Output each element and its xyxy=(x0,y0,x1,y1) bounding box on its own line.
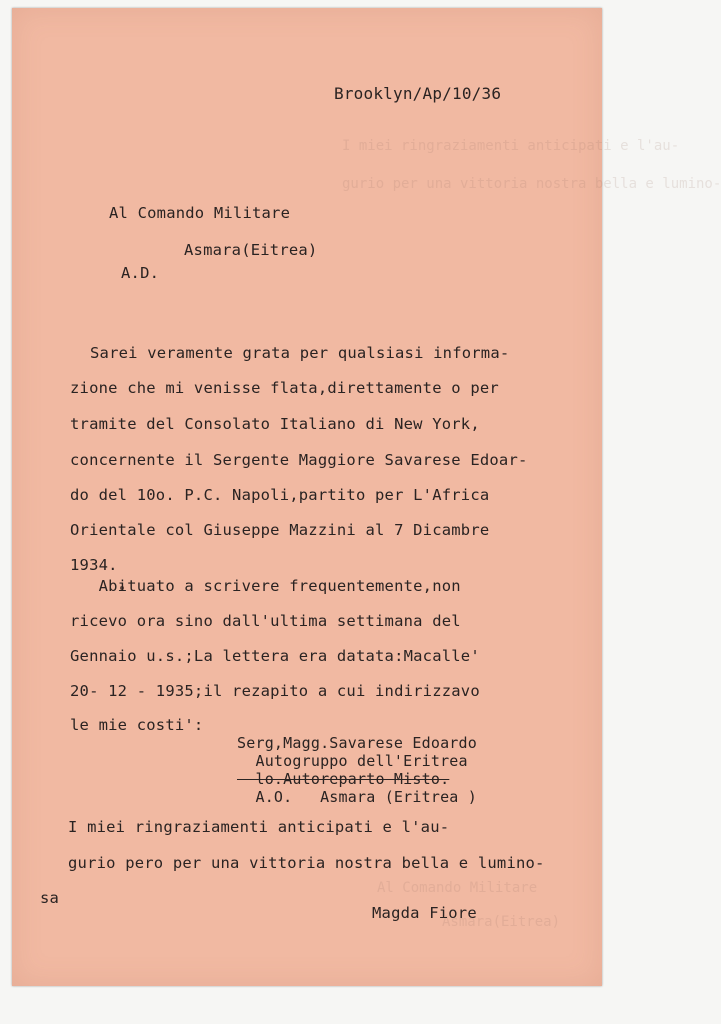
body-line: concernente il Sergente Maggiore Savarese Edoar- xyxy=(70,451,528,469)
body-line: zione che mi venisse flata,direttamente o per xyxy=(70,379,499,397)
body-line: 1934. xyxy=(70,556,118,574)
sender-address-line-2: Autogruppo dell'Eritrea xyxy=(237,752,468,770)
signature: Magda Fiore xyxy=(372,904,477,922)
bleed-through-text: gurio per una vittoria nostra bella e lumino- xyxy=(342,176,721,192)
body-line: le mie costi': xyxy=(70,716,204,734)
closing-line: sa xyxy=(40,889,60,907)
body-line: Abituato a scrivere frequentemente,non xyxy=(70,577,461,595)
body-line: do del 10o. P.C. Napoli,partito per L'Africa xyxy=(70,486,490,504)
body-line: tramite del Consolato Italiano di New York, xyxy=(70,415,480,433)
sender-address-line-3: lo.Autoreparto Misto. xyxy=(237,770,450,788)
recipient-line-1: Al Comando Militare xyxy=(109,204,291,222)
bleed-through-text: Asmara(Eitrea) xyxy=(442,914,561,930)
closing-line: I miei ringraziamenti anticipati e l'au- xyxy=(68,818,450,836)
recipient-line-2: Asmara(Eitrea) xyxy=(184,241,318,259)
bleed-through-text: Al Comando Militare xyxy=(377,880,538,896)
bleed-through-text: I miei ringraziamenti anticipati e l'au- xyxy=(342,138,680,154)
body-line: Gennaio u.s.;La lettera era datata:Macalle' xyxy=(70,647,480,665)
sender-address-line-1: Serg,Magg.Savarese Edoardo xyxy=(237,734,477,752)
recipient-line-3: A.D. xyxy=(121,264,160,282)
sender-address-line-4: A.O. Asmara (Eritrea ) xyxy=(237,788,477,806)
body-line: Orientale col Giuseppe Mazzini al 7 Dicambre xyxy=(70,521,490,539)
letter-date: Brooklyn/Ap/10/36 xyxy=(334,84,502,103)
body-line: ricevo ora sino dall'ultima settimana del xyxy=(70,612,461,630)
letter-page xyxy=(12,8,721,986)
closing-line: gurio pero per una vittoria nostra bella e lumino- xyxy=(68,854,545,872)
body-line: 20- 12 - 1935;il rezapito a cui indirizzavo xyxy=(70,682,480,700)
body-line: Sarei veramente grata per qualsiasi informa- xyxy=(90,344,510,362)
